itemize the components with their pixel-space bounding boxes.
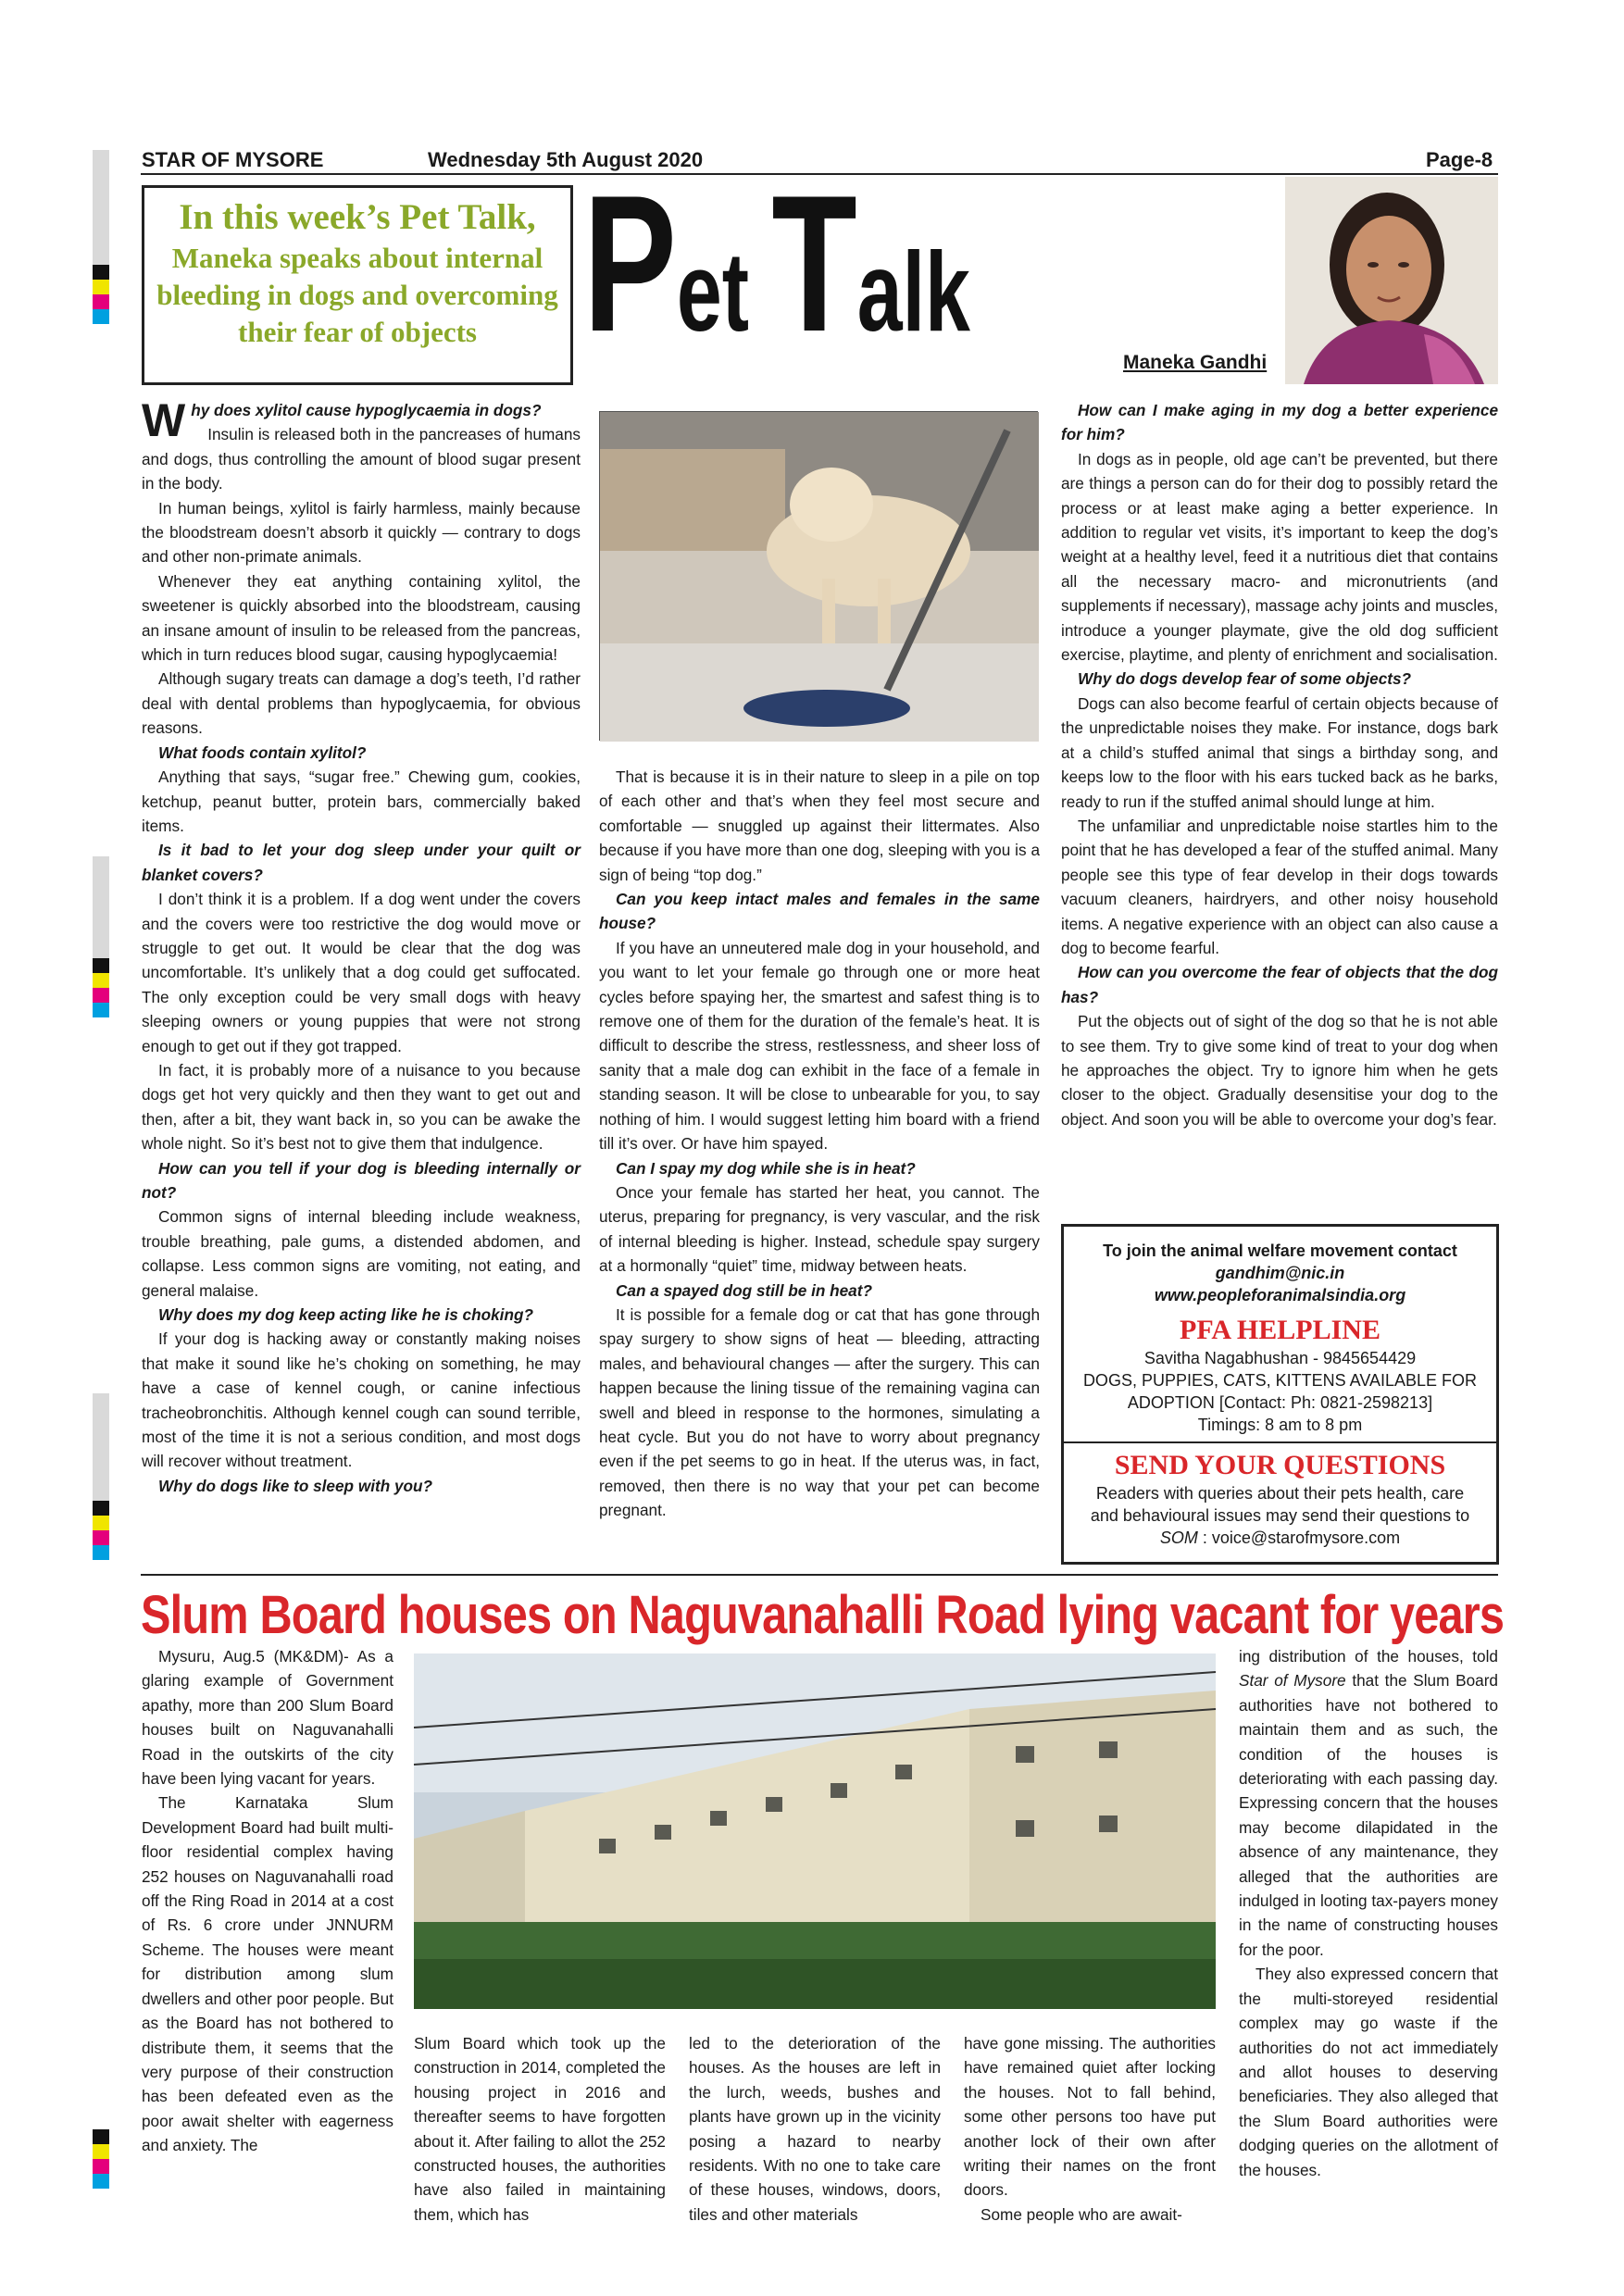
slum-column-4 [964, 2031, 1216, 2227]
paragraph: Whenever they eat anything containing xylitol, the sweetener is quickly absorbed into the bloodstream, causing an insane amount of insulin to be released from the pancreas, which in turn reduces blood sugar, causing hypoglycaemia! [142, 571, 581, 665]
dog-photo [599, 411, 1038, 741]
question: Can you keep intact males and females in the same house? [599, 890, 1040, 933]
col5-text-b: that the Slum Board authorities have not bothered to maintain them and as such, the condition of the houses is deteriorating with each passing day. Expressing concern that the houses may become dilapidated in the absence of any maintenance, they alleged that the authorities are indulged in looting tax-payers money in the name of constructing houses for the poor. [1239, 1671, 1498, 1959]
question: How can you overcome the fear of objects that the dog has? [1061, 963, 1498, 1006]
slum-column-2 [414, 2031, 666, 2227]
pitch-line-1: In this week’s Pet Talk, [179, 197, 536, 237]
slum-column-3 [689, 2031, 941, 2227]
paragraph: Although sugary treats can damage a dog’s teeth, I’d rather deal with dental problems than hypoglycaemia, for obvious reasons. [142, 669, 581, 738]
box-divider [1064, 1441, 1496, 1443]
question: Can I spay my dog while she is in heat? [616, 1158, 916, 1178]
registration-strip [93, 1393, 109, 1560]
byline: Maneka Gandhi [1123, 352, 1268, 373]
slum-photo-illustration [414, 1653, 1216, 2009]
dog-photo-label [600, 412, 601, 413]
question: How can you tell if your dog is bleeding internally or not? [142, 1158, 581, 1202]
slum-column-1 [142, 1644, 394, 2158]
author-portrait [1285, 177, 1498, 384]
paragraph: Common signs of internal bleeding include weakness, trouble breathing, pale gums, a distended abdomen, and collapse. Less common signs are vomiting, not eating, and general malaise. [142, 1207, 581, 1300]
paragraph [1239, 1644, 1498, 1962]
paragraph: In dogs as in people, old age can’t be prevented, but there are things a person can do for their dog to possibly retard the process or at least make aging a better experience. In addition to regular vet visits, it’s important to keep the dog’s weight at a healthy level, feed it a nutritious diet that contains all the necessary macro- and micronutrients (and supplements if necessary), massage achy joints and muscles, introduce a younger playmate, give the old dog sufficient exercise, playtime, and plenty of enrichment and socialisation. [1061, 449, 1498, 665]
question: Why do dogs like to sleep with you? [158, 1476, 433, 1495]
slum-column-5 [1239, 1644, 1498, 2182]
question: Why do dogs develop fear of some objects? [1078, 669, 1412, 689]
slum-board-headline: Slum Board houses on Naguvanahalli Road lying vacant for years [141, 1585, 1505, 1645]
logo-letter-p: P [583, 155, 677, 372]
contact-intro: To join the animal welfare movement contact [1103, 1242, 1457, 1260]
question: Why does my dog keep acting like he is choking? [158, 1305, 533, 1325]
paragraph: Some people who are await- [981, 2204, 1182, 2224]
portrait-label [1285, 177, 1286, 178]
paragraph: have gone missing. The authorities have remained quiet after locking the houses. Not to fall behind, some other persons too have put another lock of their own after writing their names on the front doors. [964, 2034, 1216, 2200]
contact-box [1061, 1224, 1499, 1565]
paragraph: That is because it is in their nature to sleep in a pile on top of each other and that’s when they feel most secure and comfortable — snuggled up against their littermates. Also because if you have more than one dog, sleeping with you is a sign of being “top dog.” [599, 767, 1040, 884]
col5-text-a: ing distribution of the houses, told [1239, 1647, 1498, 1666]
dropcap: W [142, 394, 186, 446]
dog-photo-illustration [600, 412, 1039, 742]
slum-board-photo [414, 1653, 1216, 2009]
registration-strip [93, 2129, 109, 2192]
paragraph: If your dog is hacking away or constantly making noises that make it sound like he’s choking on something, he may have a case of kennel cough, or canine infectious tracheobronchitis. Although kennel cough can sound terrible, most of the time it is not a serious condition, and most dogs will recover without treatment. [142, 1329, 581, 1471]
contact-email[interactable]: gandhim@nic.in [1215, 1264, 1345, 1282]
send-questions-text [1064, 1482, 1496, 1549]
pet-talk-logo [583, 155, 970, 389]
paragraph: Slum Board which took up the construction in 2014, completed the housing project in 2016 and thereafter seems to have forgotten about it. After failing to allot the 252 constructed houses, the authorities have also failed in maintaining them, which has [414, 2034, 666, 2224]
col5-paper-name: Star of Mysore [1239, 1671, 1346, 1691]
paragraph: Once your female has started her heat, you cannot. The uterus, preparing for pregnancy, is very vascular, and the risk of internal bleeding is higher. Instead, schedule spay surgery at a hormonally “quiet” time, midway between heats. [599, 1182, 1040, 1276]
pet-talk-column-3 [1061, 398, 1498, 1131]
paragraph: In human beings, xylitol is fairly harmless, mainly because the bloodstream doesn’t absorb it quickly — contrary to dogs and other non-primate animals. [142, 498, 581, 567]
paragraph: led to the deterioration of the houses. As the houses are left in the lurch, weeds, bushes and plants have grown up in the vicinity posing a hazard to nearby residents. With no one to take care of these houses, windows, doors, tiles and other materials [689, 2034, 941, 2224]
question: What foods contain xylitol? [158, 742, 367, 762]
question: Is it bad to let your dog sleep under your quilt or blanket covers? [142, 841, 581, 884]
paragraph: Insulin is released both in the pancreases of humans and dogs, thus controlling the amount of blood sugar present in the body. [142, 425, 581, 493]
question: Can a spayed dog still be in heat? [616, 1280, 872, 1300]
send-questions-body: Readers with queries about their pets health, care and behavioural issues may send their questions to [1090, 1484, 1470, 1525]
paragraph: Anything that says, “sugar free.” Chewing gum, cookies, ketchup, peanut butter, protein bars, commercially baked items. [142, 767, 581, 835]
pet-talk-column-2 [599, 765, 1040, 1523]
paragraph: They also expressed concern that the multi-storeyed residential complex may go waste if the authorities do not act immediately and allot houses to deserving beneficiaries. They also alleged that the Slum Board authorities were dodging queries on the allotment of the houses. [1239, 1965, 1498, 2179]
registration-strip [93, 150, 109, 326]
slum-photo-label [414, 1653, 415, 1654]
question: How can I make aging in my dog a better experience for him? [1061, 401, 1498, 444]
paragraph: The unfamiliar and unpredictable noise startles him to the point that he has developed a fear of the stuffed animal. Many people see this type of fear develop in their dogs towards vacuum cleaners, hairdryers, and other noisy household items. A negative experience with an object can also cause a dog to become fearful. [1061, 816, 1498, 957]
pet-talk-column-1 [142, 394, 581, 1498]
paragraph: In fact, it is probably more of a nuisance to you because dogs get hot very quickly and then they want to get out and then, after a bit, they want back in, so you can be awake the whole night. So it’s best not to give them that indulgence. [142, 1060, 581, 1154]
masthead-page: Page-8 [1426, 148, 1493, 171]
logo-et: et [676, 229, 772, 355]
question-xylitol: hy does xylitol cause hypoglycaemia in dogs? [191, 401, 542, 419]
section-rule [141, 1574, 1498, 1576]
send-som: SOM [1159, 1529, 1198, 1547]
masthead-date: Wednesday 5th August 2020 [428, 148, 704, 171]
logo-letter-t: T [771, 155, 857, 372]
paragraph: Mysuru, Aug.5 (MK&DM)- As a glaring example of Government apathy, more than 200 Slum Board houses built on Naguvanahalli Road in the outskirts of the city have been lying vacant for years. [142, 1647, 394, 1789]
send-questions-title: SEND YOUR QUESTIONS [1114, 1450, 1446, 1480]
adoption-notice: DOGS, PUPPIES, CATS, KITTENS AVAILABLE FOR ADOPTION [Contact: Ph: 0821-2598213] [1082, 1371, 1478, 1412]
helpline-title: PFA HELPLINE [1180, 1315, 1380, 1345]
paragraph: Put the objects out of sight of the dog so that he is not able to see them. Try to give some kind of treat to your dog when he approaches the object. Try to ignore him when he gets closer to the object. Gradually desensitise your dog to the object. And soon you will be able to overcome your dog’s fear. [1061, 1012, 1498, 1129]
pet-talk-pitch-box [142, 185, 573, 385]
masthead-paper: STAR OF MYSORE [142, 148, 324, 171]
portrait-illustration [1285, 177, 1498, 384]
paragraph: The Karnataka Slum Development Board had built multi-floor residential complex having 252 houses on Naguvanahalli road off the Ring Road in 2014 at a cost of Rs. 6 crore under JNNURM Scheme. The houses were meant for distribution among slum dwellers and other poor people. But as the Board has not bothered to distribute them, it seems that the very purpose of their construction has been defeated even as the poor await shelter with eagerness and anxiety. The [142, 1793, 394, 2155]
helpline-contact: Savitha Nagabhushan - 9845654429 [1143, 1349, 1417, 1367]
paragraph: Dogs can also become fearful of certain objects because of the unpredictable noises they make. For instance, dogs bark at a child’s stuffed animal that sings a birthday song, and keeps low to the floor with his ears tucked back as he barks, ready to run if the stuffed animal should lunge at him. [1061, 693, 1498, 811]
logo-alk: alk [856, 229, 970, 355]
contact-website[interactable]: www.peopleforanimalsindia.org [1154, 1286, 1406, 1304]
paragraph: It is possible for a female dog or cat that has gone through spay surgery to show signs of heat — bleeding, attracting males, and behavioural changes — after the surgery. This can happen because the lining tissue of the remaining vagina can swell and bleed in response to the hormones, simulating a heat cycle. But you do not have to worry about pregnancy even if the pet seems to go in heat. If the uterus was, in fact, removed, then there is no way that your pet can become pregnant. [599, 1304, 1040, 1520]
registration-strip [93, 856, 109, 1018]
timings: Timings: 8 am to 8 pm [1197, 1416, 1363, 1434]
paragraph: I don’t think it is a problem. If a dog went under the covers and the covers were too restrictive the dog would move or struggle to get out. It would be clear that the dog was uncomfortable. It’s unlikely that a dog could get suffocated. The only exception could be very small dogs with heavy sleeping owners or young puppies that were not strong enough to get out if they got trapped. [142, 890, 581, 1055]
send-email[interactable]: : voice@starofmysore.com [1202, 1529, 1401, 1547]
pitch-rest: Maneka speaks about internal bleeding in dogs and overcoming their fear of objects [156, 242, 558, 348]
paragraph: If you have an unneutered male dog in your household, and you want to let your female go through one or more heat cycles before spaying her, the smartest and safest thing is to remove one of them for the duration of the female’s heat. It is difficult to describe the stress, restlessness, and sheer loss of sanity that a male dog can exhibit in the face of a female in standing season. It will be close to unbearable for you, to say nothing of him. I would suggest letting him board with a friend till it’s over. Or have him spayed. [599, 938, 1040, 1154]
